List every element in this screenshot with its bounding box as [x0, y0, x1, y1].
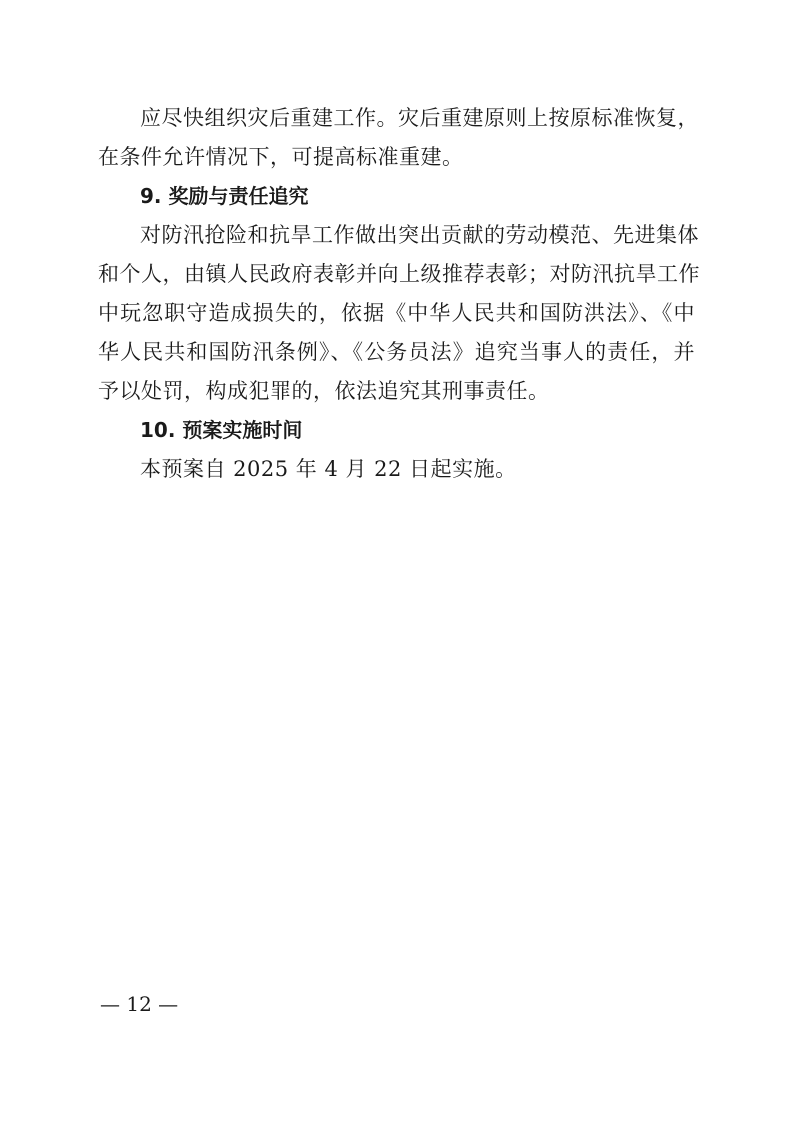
paragraph-line: 中玩忽职守造成损失的，依据《中华人民共和国防洪法》、《中 [98, 301, 695, 325]
section-heading-9: 9. 奖励与责任追究 [140, 184, 309, 208]
paragraph-line: 对防汛抢险和抗旱工作做出突出贡献的劳动模范、先进集体 [140, 223, 699, 247]
paragraph-line: 本预案自 2025 年 4 月 22 日起实施。 [140, 457, 517, 481]
paragraph-line: 予以处罚，构成犯罪的，依法追究其刑事责任。 [98, 379, 550, 403]
paragraph-line: 在条件允许情况下，可提高标准重建。 [98, 145, 464, 169]
paragraph-line: 和个人，由镇人民政府表彰并向上级推荐表彰；对防汛抗旱工作 [98, 262, 700, 286]
section-heading-10: 10. 预案实施时间 [140, 418, 303, 442]
paragraph-line: 华人民共和国防汛条例》、《公务员法》追究当事人的责任，并 [98, 340, 695, 364]
page-number: — 12 — [100, 992, 179, 1016]
paragraph-line: 应尽快组织灾后重建工作。灾后重建原则上按原标准恢复， [140, 106, 699, 130]
